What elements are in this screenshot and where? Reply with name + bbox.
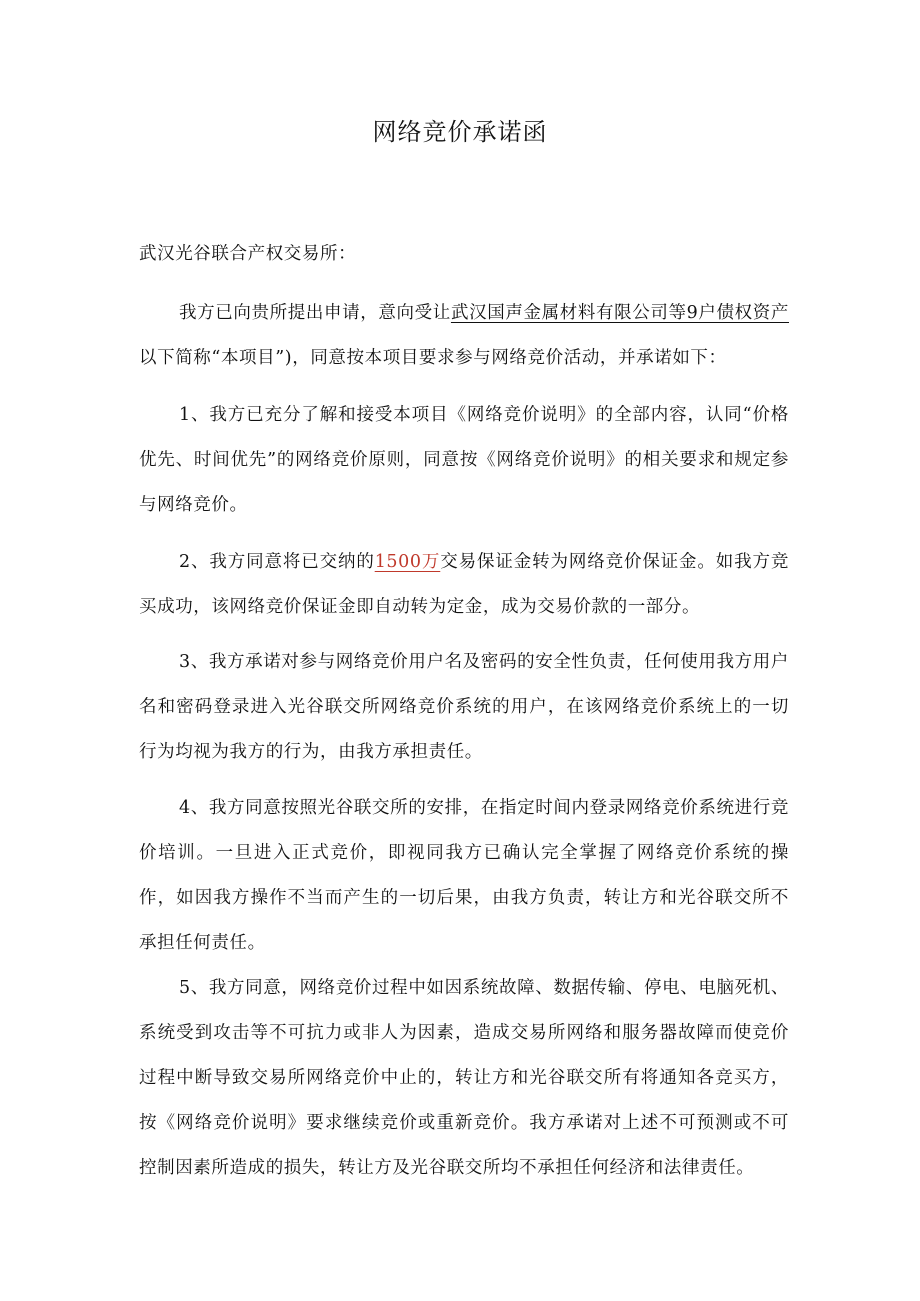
salutation: 武汉光谷联合产权交易所： — [139, 244, 357, 264]
commitment-item-2 — [139, 540, 789, 630]
commitment-item-5: 5、我方同意，网络竞价过程中如因系统故障、数据传输、停电、电脑死机、系统受到攻击等不可抗力或非人为因素，造成交易所网络和服务器故障而使竞价过程中断导致交易所网络竞价中止的，转让方和光谷联交所有将通知各竞买方，按《网络竞价说明》要求继续竞价或重新竞价。我方承诺对上述不可预测或不可控制因素所造成的损失，转让方及光谷联交所均不承担任何经济和法律责任。 — [139, 978, 789, 1178]
project-name: 武汉国声金属材料有限公司等9户债权资产 — [450, 303, 789, 323]
intro-prefix: 我方已向贵所提出申请，意向受让 — [179, 303, 451, 323]
document-title: 网络竞价承诺函 — [372, 118, 548, 146]
commitment-item-3: 3、我方承诺对参与网络竞价用户名及密码的安全性负责，任何使用我方用户名和密码登录进入光谷联交所网络竞价系统的用户，在该网络竞价系统上的一切行为均视为我方的行为，由我方承担责任。 — [139, 652, 789, 762]
item-2-prefix: 2、我方同意将已交纳的 — [179, 552, 375, 572]
intro-paragraph — [139, 291, 789, 381]
commitment-item-1: 1、我方已充分了解和接受本项目《网络竞价说明》的全部内容，认同“价格优先、时间优先”的网络竞价原则，同意按《网络竞价说明》的相关要求和规定参与网络竞价。 — [139, 405, 789, 515]
commitment-item-4: 4、我方同意按照光谷联交所的安排，在指定时间内登录网络竞价系统进行竞价培训。一旦进入正式竞价，即视同我方已确认完全掌握了网络竞价系统的操作，如因我方操作不当而产生的一切后果，由我方负责，转让方和光谷联交所不承担任何责任。 — [139, 798, 789, 953]
item-2-suffix: 交易保证金转为网络竞价保证金。如我方竞买成功，该网络竞价保证金即自动转为定金，成为交易价款的一部分。 — [139, 552, 789, 617]
deposit-amount: 1500万 — [374, 552, 441, 572]
intro-suffix: 以下简称“本项目”)，同意按本项目要求参与网络竞价活动，并承诺如下： — [139, 348, 727, 368]
